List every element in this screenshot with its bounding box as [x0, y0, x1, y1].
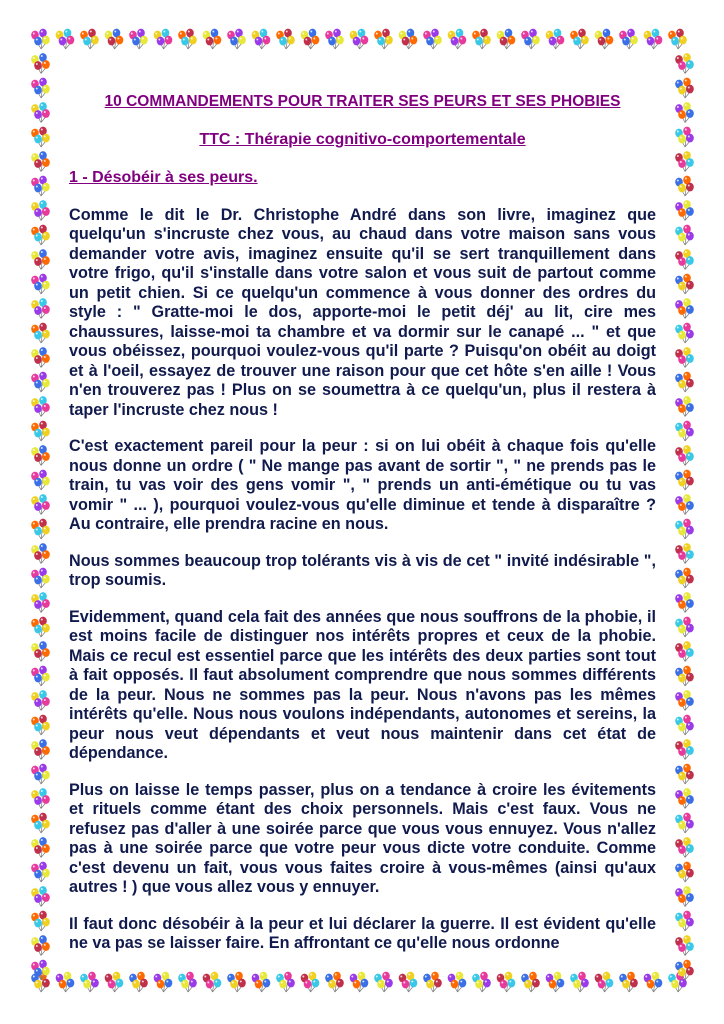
- balloon-bunch-icon: [675, 788, 694, 808]
- balloon-bunch-icon: [31, 972, 50, 992]
- balloon-bunch-icon: [675, 78, 694, 98]
- balloon-bunch-icon: [31, 715, 50, 735]
- balloon-bunch-icon: [105, 972, 124, 992]
- balloon-bunch-icon: [325, 972, 344, 992]
- balloon-bunch-icon: [301, 29, 320, 49]
- balloon-bunch-icon: [374, 29, 393, 49]
- balloon-bunch-icon: [350, 29, 369, 49]
- balloon-bunch-icon: [31, 935, 50, 955]
- paragraph-5: Plus on laisse le temps passer, plus on a tendance à croire les évitements et rituels comme étant des choix personnels. Mais c'est faux. Vous ne refusez pas d'aller à une soirée parce que vous vous ennuyez. Vous n'allez pas à une soirée parce que votre peur vous dicte votre conduite. Comme c'est devenu un fait, vous vous faites croire à vous-mêmes (ainsi qu'aux autres ! ) que vous allez vous y ennuyer.: [69, 780, 656, 896]
- balloon-bunch-icon: [31, 421, 50, 441]
- balloon-bunch-icon: [350, 972, 369, 992]
- balloon-bunch-icon: [675, 739, 694, 759]
- balloon-bunch-icon: [154, 29, 173, 49]
- balloon-bunch-icon: [675, 347, 694, 367]
- balloon-bunch-icon: [675, 764, 694, 784]
- balloon-bunch-icon: [675, 323, 694, 343]
- balloon-bunch-icon: [570, 29, 589, 49]
- balloon-bunch-icon: [178, 29, 197, 49]
- balloon-bunch-icon: [675, 372, 694, 392]
- balloon-bunch-icon: [80, 972, 99, 992]
- balloon-bunch-icon: [595, 29, 614, 49]
- balloon-bunch-icon: [31, 225, 50, 245]
- document-title: 10 COMMANDEMENTS POUR TRAITER SES PEURS ET SES PHOBIES: [104, 93, 621, 110]
- balloon-bunch-icon: [675, 837, 694, 857]
- balloon-bunch-icon: [675, 568, 694, 588]
- balloon-bunch-icon: [675, 249, 694, 269]
- balloon-bunch-icon: [31, 200, 50, 220]
- balloon-bunch-icon: [31, 641, 50, 661]
- balloon-bunch-icon: [105, 29, 124, 49]
- balloon-bunch-icon: [80, 29, 99, 49]
- balloon-bunch-icon: [472, 972, 491, 992]
- balloon-bunch-icon: [675, 176, 694, 196]
- balloon-bunch-icon: [675, 666, 694, 686]
- balloon-bunch-icon: [31, 494, 50, 514]
- balloon-bunch-icon: [31, 764, 50, 784]
- balloon-bunch-icon: [56, 29, 75, 49]
- balloon-bunch-icon: [675, 127, 694, 147]
- balloon-bunch-icon: [31, 29, 50, 49]
- balloon-bunch-icon: [675, 617, 694, 637]
- document-subtitle: TTC : Thérapie cognitivo-comportementale: [199, 130, 526, 148]
- balloon-bunch-icon: [675, 592, 694, 612]
- balloon-bunch-icon: [31, 739, 50, 759]
- balloon-bunch-icon: [675, 225, 694, 245]
- balloon-bunch-icon: [675, 641, 694, 661]
- balloon-bunch-icon: [31, 53, 50, 73]
- balloon-bunch-icon: [399, 29, 418, 49]
- balloon-bunch-icon: [675, 102, 694, 122]
- balloon-bunch-icon: [675, 421, 694, 441]
- balloon-bunch-icon: [448, 29, 467, 49]
- balloon-bunch-icon: [203, 29, 222, 49]
- balloon-bunch-icon: [675, 151, 694, 171]
- balloon-bunch-icon: [644, 29, 663, 49]
- balloon-bunch-icon: [546, 29, 565, 49]
- balloon-bunch-icon: [675, 886, 694, 906]
- balloon-bunch-icon: [325, 29, 344, 49]
- balloon-bunch-icon: [619, 972, 638, 992]
- balloon-bunch-icon: [546, 972, 565, 992]
- balloon-bunch-icon: [178, 972, 197, 992]
- balloon-bunch-icon: [31, 372, 50, 392]
- balloon-bunch-icon: [570, 972, 589, 992]
- balloon-bunch-icon: [675, 862, 694, 882]
- balloon-bunch-icon: [448, 972, 467, 992]
- balloon-bunch-icon: [56, 972, 75, 992]
- balloon-bunch-icon: [301, 972, 320, 992]
- balloon-bunch-icon: [31, 470, 50, 490]
- balloon-bunch-icon: [31, 151, 50, 171]
- balloon-bunch-icon: [423, 29, 442, 49]
- paragraph-3: Nous sommes beaucoup trop tolérants vis à vis de cet " invité indésirable ", trop soumis.: [69, 551, 656, 589]
- balloon-bunch-icon: [668, 972, 687, 992]
- balloon-bunch-icon: [31, 298, 50, 318]
- balloon-bunch-icon: [521, 972, 540, 992]
- balloon-bunch-icon: [675, 715, 694, 735]
- balloon-bunch-icon: [399, 972, 418, 992]
- balloon-bunch-icon: [31, 543, 50, 563]
- balloon-bunch-icon: [276, 972, 295, 992]
- balloon-bunch-icon: [31, 788, 50, 808]
- balloon-bunch-icon: [129, 29, 148, 49]
- balloon-bunch-icon: [252, 972, 271, 992]
- balloon-bunch-icon: [276, 29, 295, 49]
- balloon-bunch-icon: [31, 960, 50, 980]
- balloon-bunch-icon: [129, 972, 148, 992]
- balloon-bunch-icon: [675, 911, 694, 931]
- balloon-bunch-icon: [31, 862, 50, 882]
- balloon-bunch-icon: [31, 347, 50, 367]
- balloon-bunch-icon: [521, 29, 540, 49]
- balloon-bunch-icon: [675, 960, 694, 980]
- balloon-bunch-icon: [31, 445, 50, 465]
- balloon-bunch-icon: [675, 274, 694, 294]
- balloon-bunch-icon: [374, 972, 393, 992]
- balloon-bunch-icon: [675, 935, 694, 955]
- balloon-bunch-icon: [31, 911, 50, 931]
- paragraph-4: Evidemment, quand cela fait des années que nous souffrons de la phobie, il est moins facile de distinguer nos intérêts propres et ceux de la phobie. Mais ce recul est essentiel parce que les intérêts des deux parties sont tout à fait opposés. Il faut absolument comprendre que nous sommes différents de la peur. Nous ne sommes pas la peur. Nous n'avons pas les mêmes intérêts qu'elle. Nous nous voulons indépendants, autonomes et sereins, la peur nous veut dépendants et veut nous maintenir dans cet état de dépendance.: [69, 607, 656, 762]
- balloon-bunch-icon: [595, 972, 614, 992]
- balloon-bunch-icon: [154, 972, 173, 992]
- balloon-bunch-icon: [227, 972, 246, 992]
- balloon-bunch-icon: [675, 813, 694, 833]
- balloon-bunch-icon: [668, 29, 687, 49]
- balloon-bunch-icon: [31, 519, 50, 539]
- balloon-bunch-icon: [675, 519, 694, 539]
- balloon-bunch-icon: [31, 78, 50, 98]
- paragraph-1: Comme le dit le Dr. Christophe André dans son livre, imaginez que quelqu'un s'incruste chez vous, au chaud dans votre maison sans vous demander votre avis, imaginez ensuite qu'il se sert tranquillement dans votre frigo, qu'il s'installe dans votre salon et vous suit de partout comme un petit chien. Si ce quelqu'un commence à vous donner des ordres du style : " Gratte-moi le dos, apporte-moi le petit déj' au lit, cire mes chaussures, laisse-moi ta chambre et va dormir sur le canapé ... " et que vous obéissez, pourquoi voulez-vous qu'il parte ? Puisqu'on obéit au doigt et à l'oeil, essayez de trouver une raison pour que cet hôte s'en aille ! Vous n'en trouverez pas ! Plus on se soumettra à ce quelqu'un, plus il restera à taper l'incruste chez nous !: [69, 205, 656, 419]
- balloon-bunch-icon: [31, 274, 50, 294]
- balloon-bunch-icon: [31, 886, 50, 906]
- balloon-bunch-icon: [675, 494, 694, 514]
- document-body: [69, 92, 656, 971]
- balloon-bunch-icon: [675, 200, 694, 220]
- balloon-bunch-icon: [675, 298, 694, 318]
- balloon-bunch-icon: [31, 592, 50, 612]
- balloon-bunch-icon: [423, 972, 442, 992]
- balloon-bunch-icon: [675, 445, 694, 465]
- balloon-bunch-icon: [675, 53, 694, 73]
- paragraph-6: Il faut donc désobéir à la peur et lui déclarer la guerre. Il est évident qu'elle ne va pas se laisser faire. En affrontant ce qu'elle nous ordonne: [69, 914, 656, 952]
- balloon-bunch-icon: [31, 813, 50, 833]
- balloon-bunch-icon: [31, 102, 50, 122]
- balloon-bunch-icon: [675, 470, 694, 490]
- balloon-bunch-icon: [644, 972, 663, 992]
- balloon-bunch-icon: [31, 666, 50, 686]
- balloon-bunch-icon: [675, 396, 694, 416]
- balloon-bunch-icon: [31, 323, 50, 343]
- balloon-bunch-icon: [31, 127, 50, 147]
- balloon-bunch-icon: [31, 249, 50, 269]
- balloon-bunch-icon: [31, 690, 50, 710]
- section-heading: 1 - Désobéir à ses peurs.: [69, 169, 258, 186]
- balloon-bunch-icon: [675, 543, 694, 563]
- balloon-bunch-icon: [252, 29, 271, 49]
- balloon-bunch-icon: [497, 29, 516, 49]
- balloon-bunch-icon: [227, 29, 246, 49]
- balloon-bunch-icon: [31, 396, 50, 416]
- balloon-bunch-icon: [497, 972, 516, 992]
- balloon-bunch-icon: [31, 176, 50, 196]
- balloon-bunch-icon: [31, 837, 50, 857]
- balloon-bunch-icon: [203, 972, 222, 992]
- balloon-bunch-icon: [31, 568, 50, 588]
- balloon-bunch-icon: [675, 690, 694, 710]
- paragraph-2: C'est exactement pareil pour la peur : si on lui obéit à chaque fois qu'elle nous donne un ordre ( " Ne mange pas avant de sortir ", " ne prends pas le train, tu vas voir des gens vomir ", " prends un anti-émétique ou tu vas vomir " ... ), pourquoi voulez-vous qu'elle diminue et tende à disparaître ? Au contraire, elle prendra racine en nous.: [69, 437, 656, 533]
- balloon-bunch-icon: [472, 29, 491, 49]
- balloon-bunch-icon: [31, 617, 50, 637]
- balloon-bunch-icon: [619, 29, 638, 49]
